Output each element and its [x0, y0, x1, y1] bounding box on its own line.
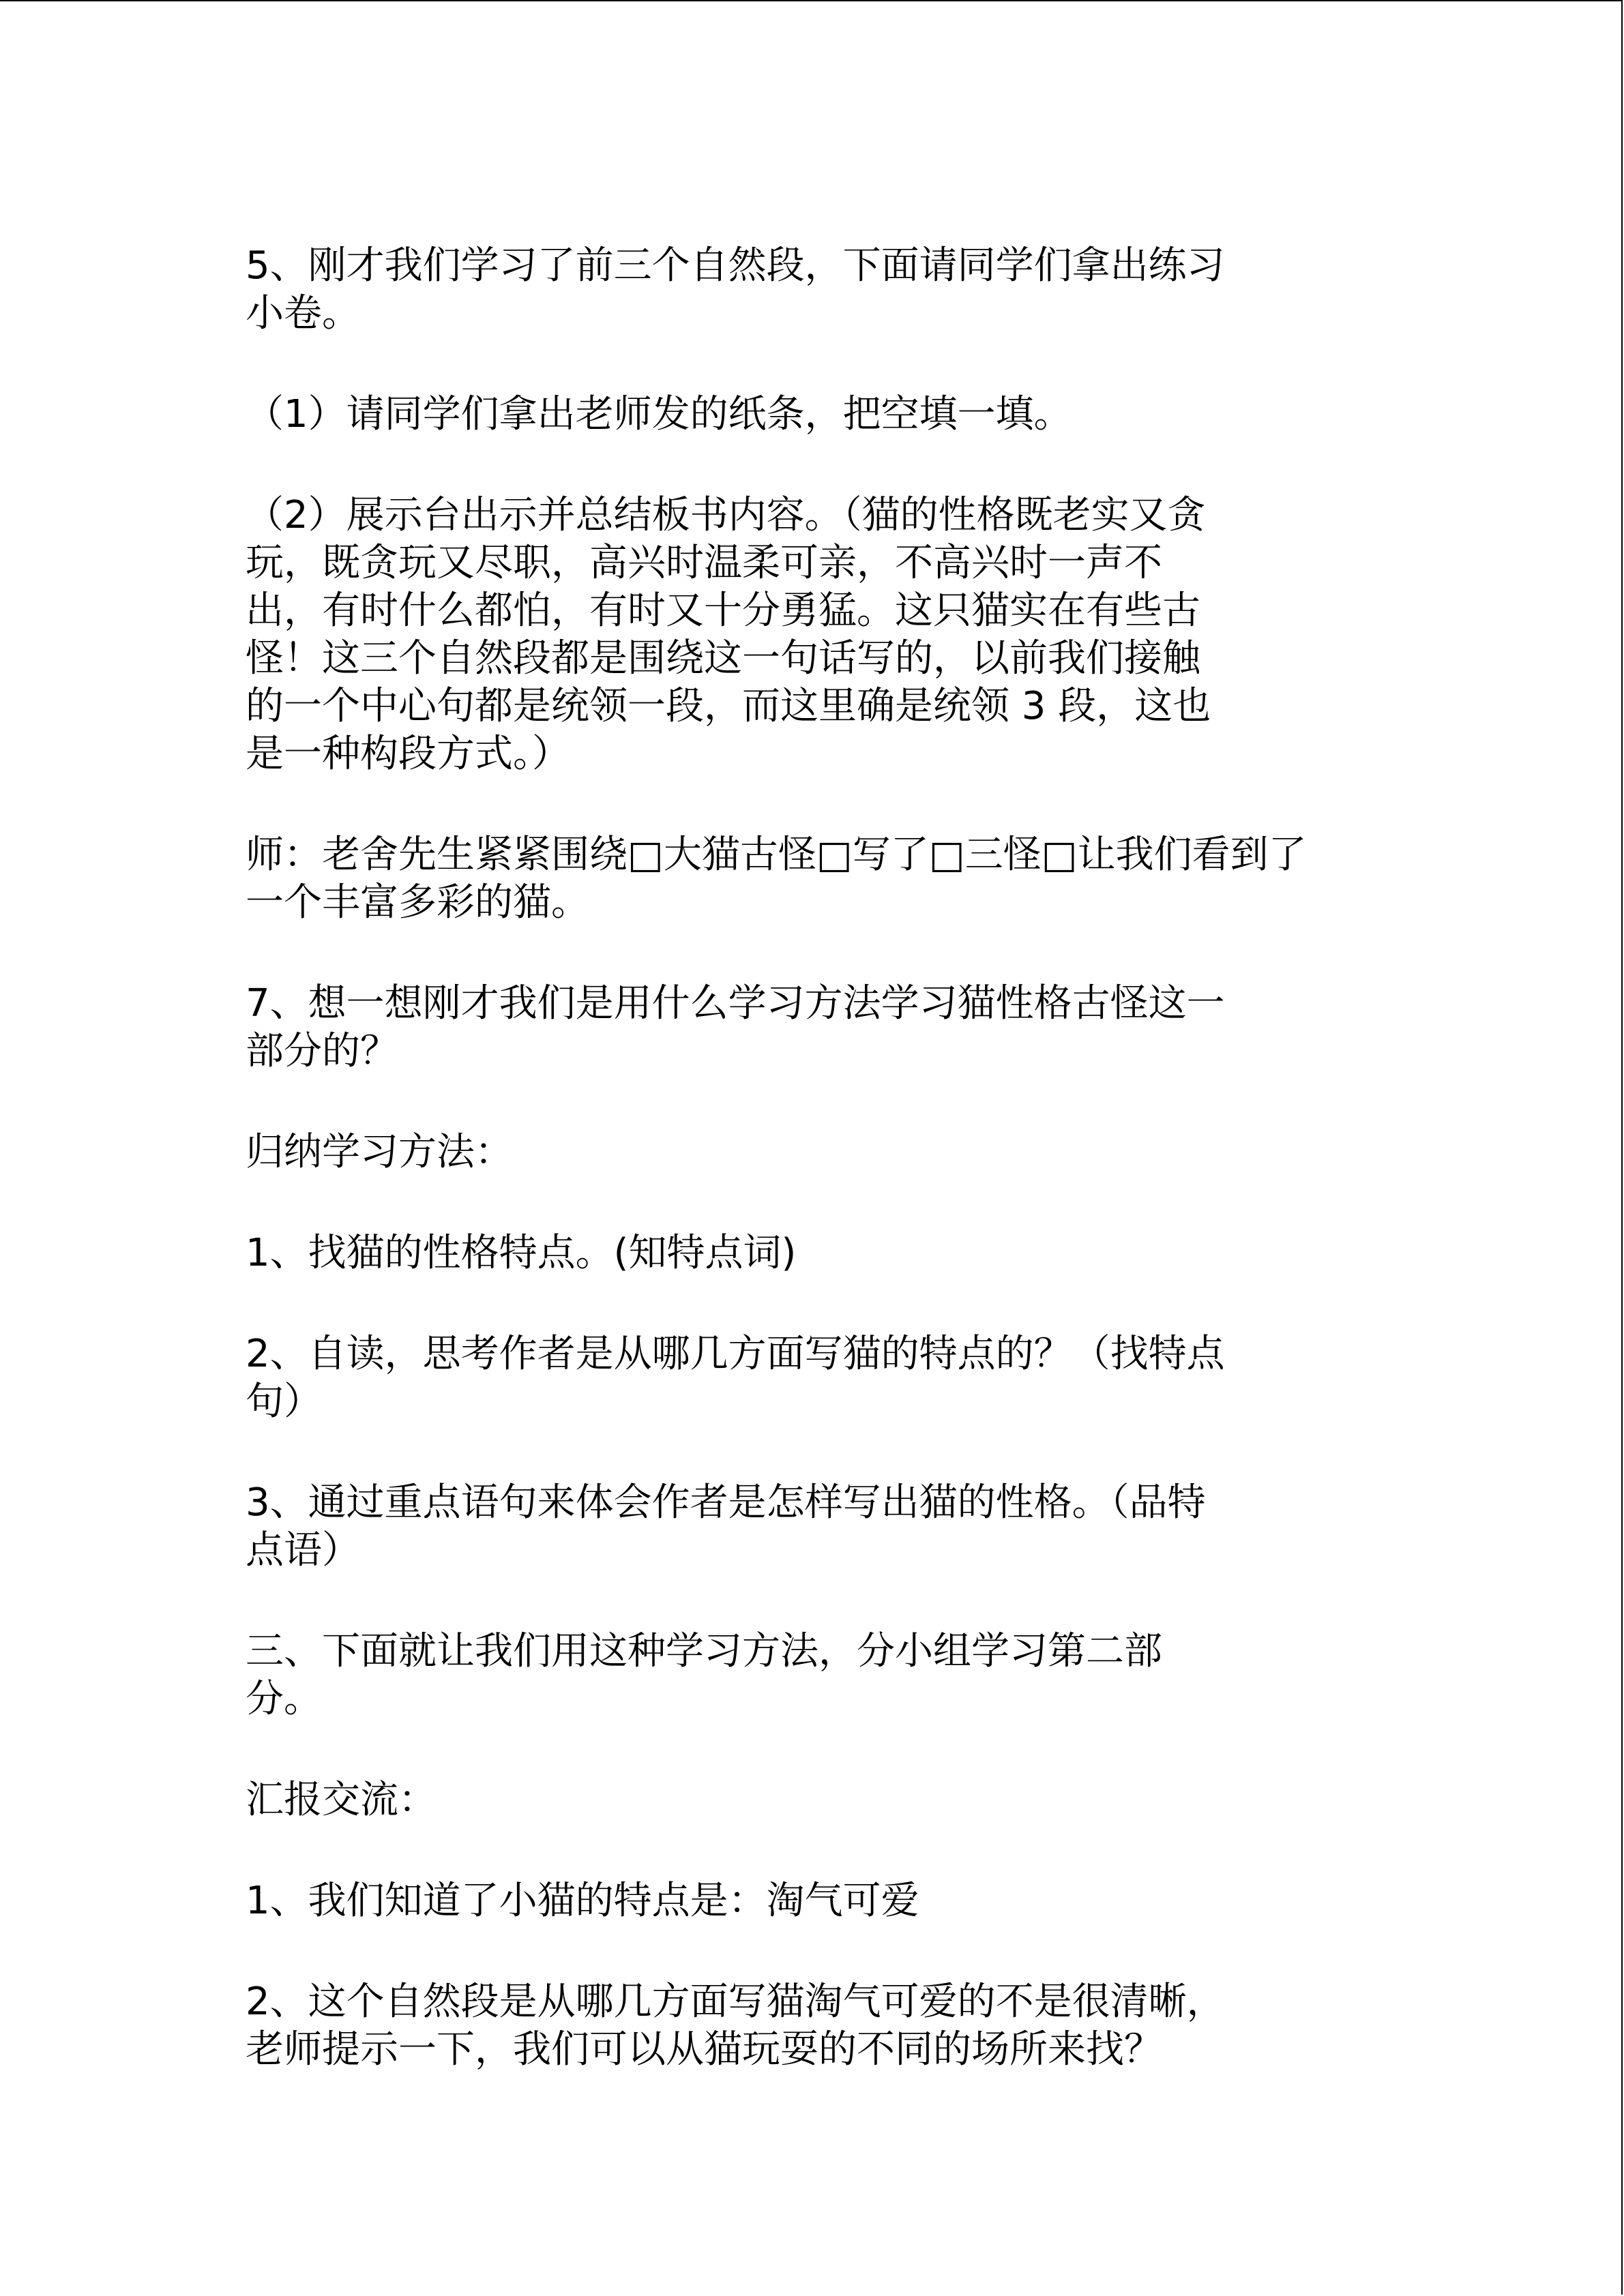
- text-line: 三、下面就让我们用这种学习方法，分小组学习第二部: [246, 1629, 1162, 1673]
- paragraph-section-3: [246, 1628, 1378, 1723]
- text-line: 分。: [246, 1677, 322, 1721]
- paragraph-report-heading: [246, 1776, 1378, 1824]
- text-line: 1、找猫的性格特点。(知特点词): [246, 1231, 797, 1275]
- text-line: 句）: [246, 1380, 322, 1424]
- document-body: [246, 242, 1378, 2074]
- paragraph-substep-2: [246, 492, 1378, 778]
- text-line: 7、想一想刚才我们是用什么学习方法学习猫性格古怪这一: [246, 981, 1225, 1026]
- paragraph-report-2: [246, 1978, 1378, 2074]
- text-line: （2）展示台出示并总结板书内容。（猫的性格既老实又贪: [246, 493, 1206, 537]
- text-line: 师：老舍先生紧紧围绕□大猫古怪□写了□三怪□让我们看到了: [246, 833, 1307, 877]
- paragraph-method-1: [246, 1229, 1378, 1277]
- text-line: 是一种构段方式。）: [246, 732, 570, 776]
- paragraph-method-heading: [246, 1129, 1378, 1176]
- text-line: 老师提示一下，我们可以从猫玩耍的不同的场所来找？: [246, 2027, 1162, 2072]
- text-line: 归纳学习方法：: [246, 1130, 513, 1174]
- text-line: 汇报交流：: [246, 1778, 437, 1822]
- paragraph-method-3: [246, 1479, 1378, 1575]
- text-line: 2、自读，思考作者是从哪几方面写猫的特点的？（找特点: [246, 1332, 1225, 1376]
- text-line: 的一个中心句都是统领一段，而这里确是统领 3 段，这也: [246, 684, 1211, 728]
- text-line: 1、我们知道了小猫的特点是：淘气可爱: [246, 1879, 919, 1923]
- text-line: 5、刚才我们学习了前三个自然段，下面请同学们拿出练习: [246, 243, 1225, 288]
- paragraph-step-7: [246, 980, 1378, 1075]
- text-line: 部分的？: [246, 1029, 398, 1073]
- text-line: 2、这个自然段是从哪几方面写猫淘气可爱的不是很清晰，: [246, 1980, 1225, 2024]
- text-line: 小卷。: [246, 291, 360, 336]
- text-line: 怪！这三个自然段都是围绕这一句话写的，以前我们接触: [246, 636, 1200, 681]
- paragraph-teacher-note: [246, 831, 1378, 927]
- text-line: 玩，既贪玩又尽职，高兴时温柔可亲，不高兴时一声不: [246, 541, 1162, 585]
- text-line: 3、通过重点语句来体会作者是怎样写出猫的性格。（品特: [246, 1480, 1206, 1525]
- text-line: 一个丰富多彩的猫。: [246, 880, 589, 925]
- text-line: 出，有时什么都怕，有时又十分勇猛。这只猫实在有些古: [246, 588, 1200, 633]
- paragraph-method-2: [246, 1330, 1378, 1426]
- paragraph-step-5: [246, 242, 1378, 338]
- paragraph-report-1: [246, 1877, 1378, 1925]
- paragraph-substep-1: [246, 391, 1378, 438]
- text-line: 点语）: [246, 1528, 360, 1572]
- text-line: （1）请同学们拿出老师发的纸条，把空填一填。: [246, 392, 1072, 436]
